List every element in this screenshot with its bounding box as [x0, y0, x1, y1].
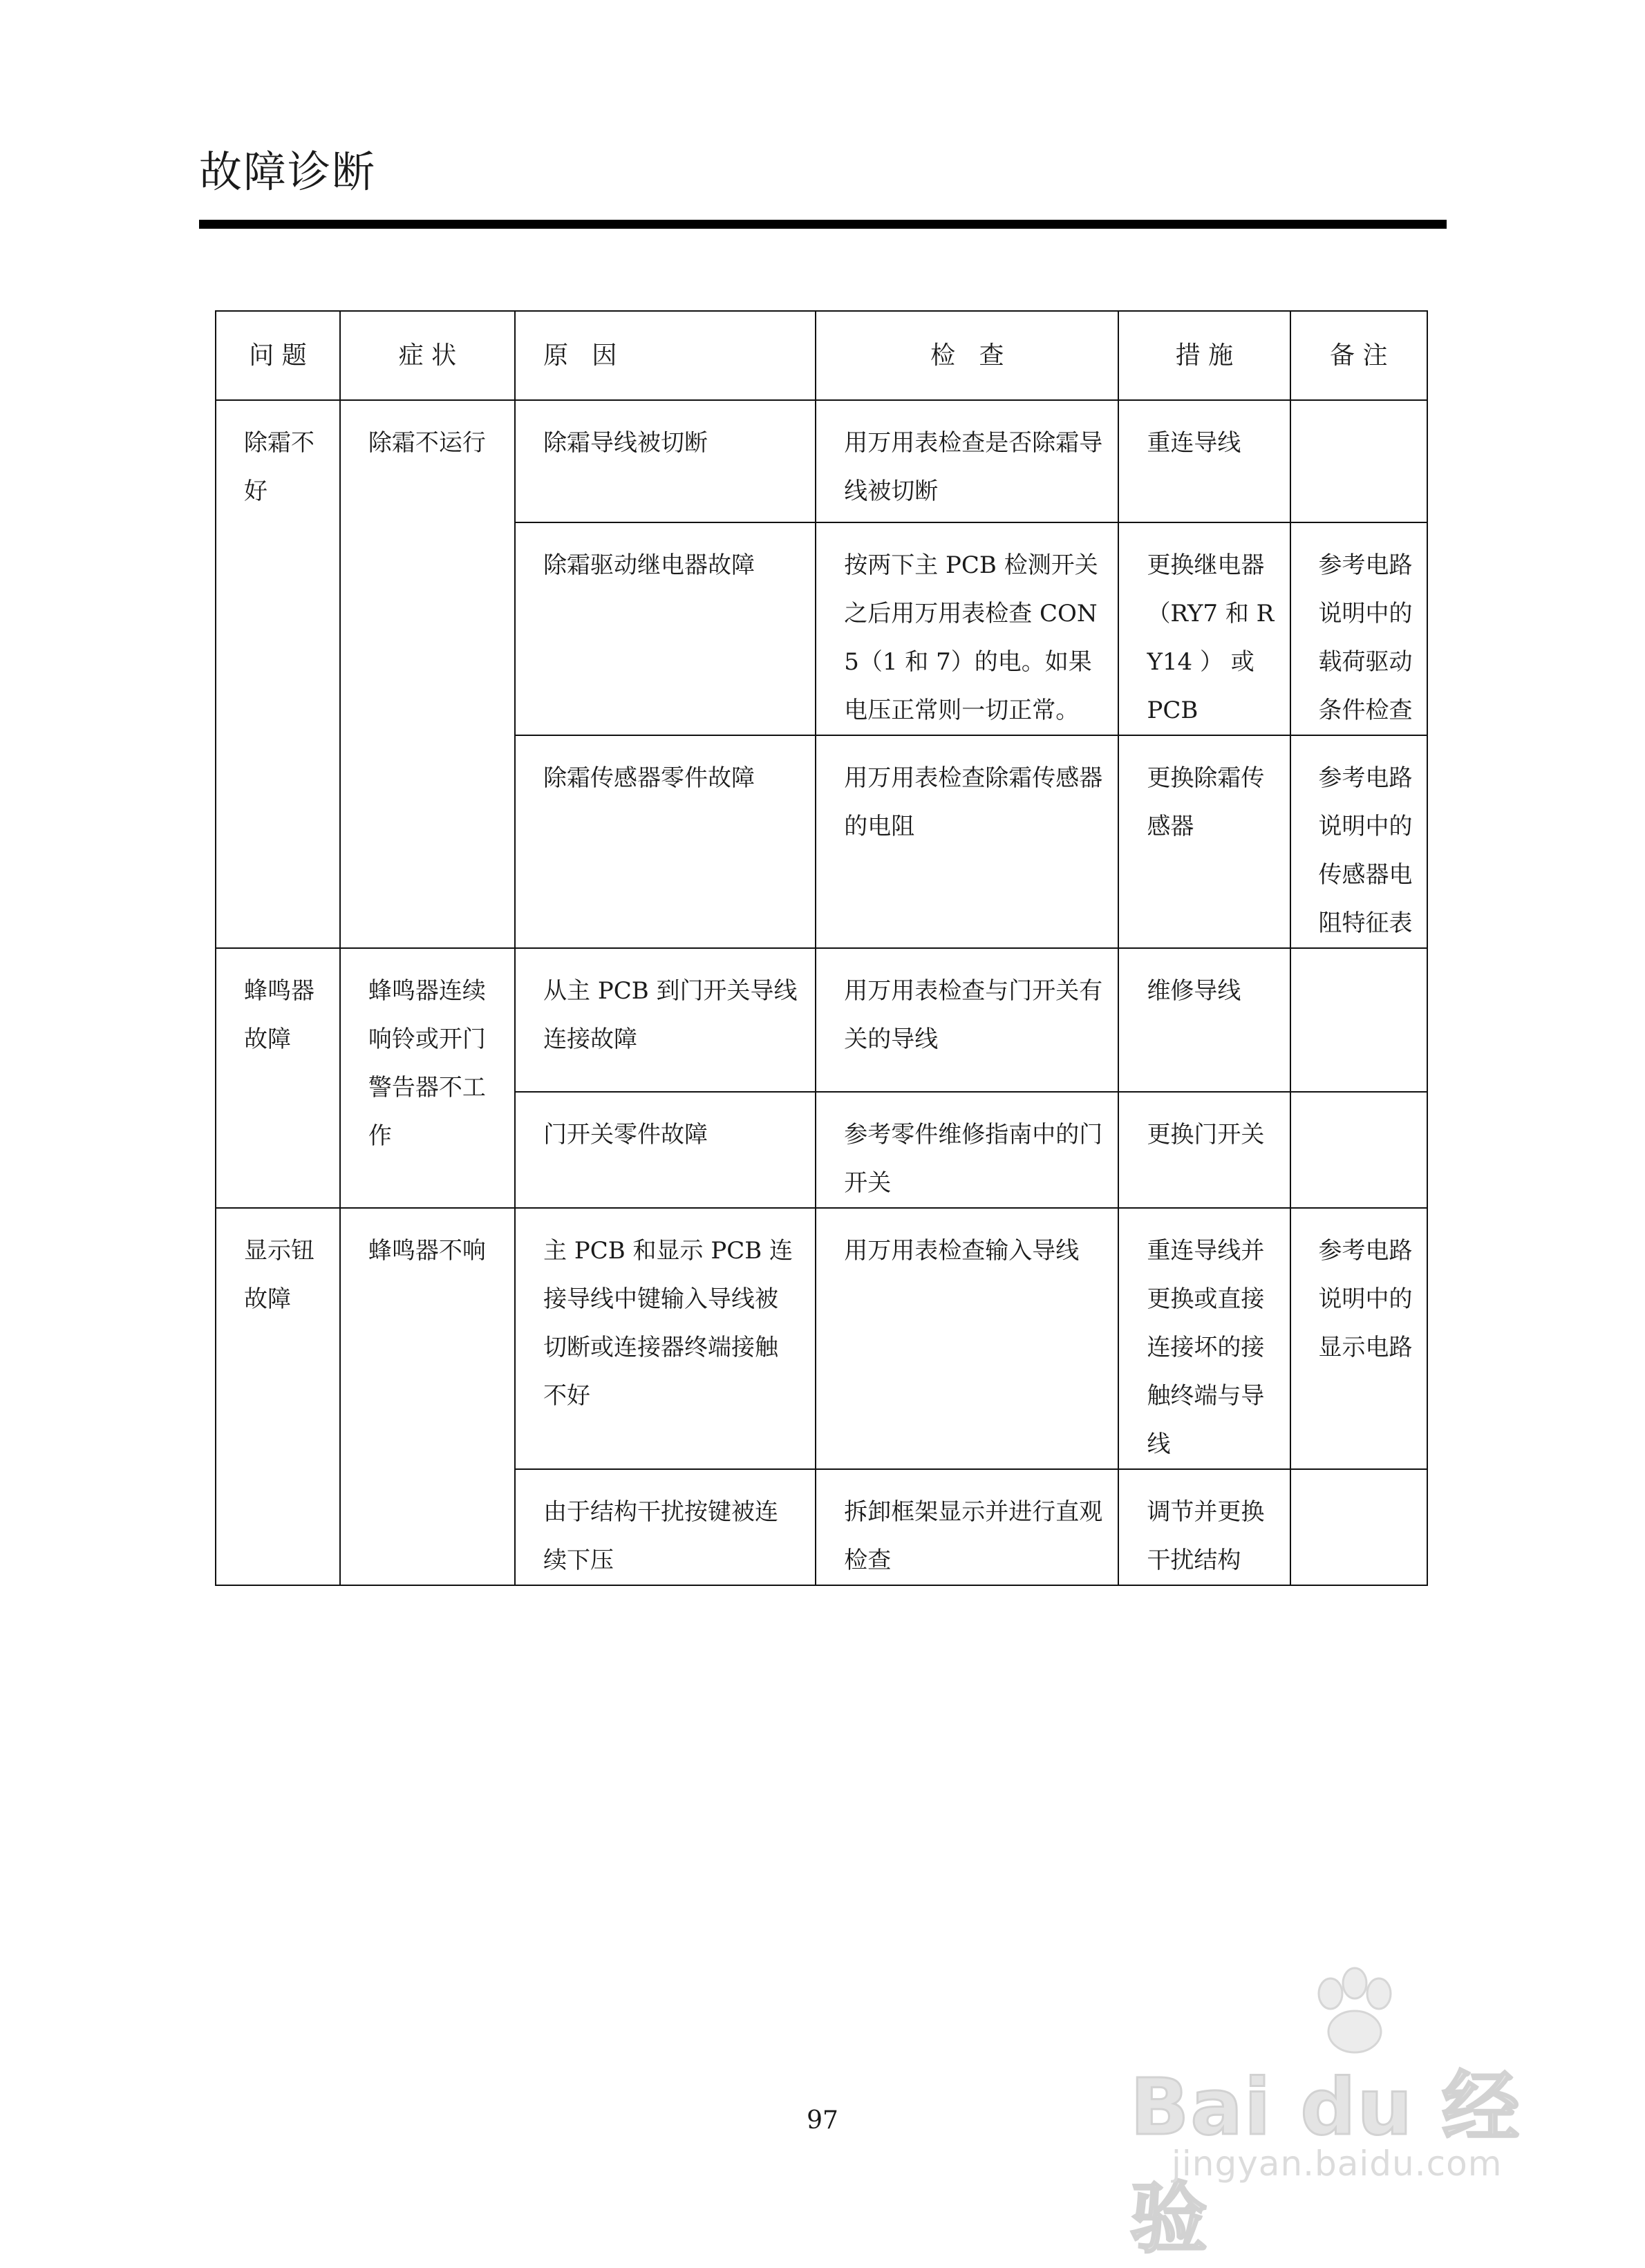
symptom-cell: 蜂鸣器连续响铃或开门警告器不工作	[340, 948, 515, 1208]
check-cell: 用万用表检查输入导线	[816, 1208, 1118, 1469]
action-cell: 更换门开关	[1118, 1092, 1290, 1208]
action-cell: 更换继电器（RY7 和 RY14 ） 或 PCB	[1118, 522, 1290, 735]
header-note: 备 注	[1290, 311, 1428, 400]
table-row	[216, 400, 1427, 522]
table-row	[216, 1208, 1427, 1469]
action-cell: 维修导线	[1118, 948, 1290, 1092]
symptom-cell: 除霜不运行	[340, 400, 515, 948]
note-cell	[1290, 1469, 1428, 1585]
note-cell	[1290, 1092, 1428, 1208]
cause-cell: 从主 PCB 到门开关导线连接故障	[515, 948, 816, 1092]
page-number: 97	[807, 2106, 838, 2135]
diagnosis-table	[215, 310, 1428, 1586]
action-cell: 更换除霜传感器	[1118, 735, 1290, 948]
check-cell: 拆卸框架显示并进行直观检查	[816, 1469, 1118, 1585]
note-cell	[1290, 948, 1428, 1092]
check-cell: 参考零件维修指南中的门开关	[816, 1092, 1118, 1208]
cause-cell: 门开关零件故障	[515, 1092, 816, 1208]
note-cell: 参考电路说明中的显示电路	[1290, 1208, 1428, 1469]
header-action: 措 施	[1118, 311, 1290, 400]
page-title: 故障诊断	[199, 147, 377, 197]
check-cell: 按两下主 PCB 检测开关之后用万用表检查 CON5（1 和 7）的电。如果电压正常则一切正常。	[816, 522, 1118, 735]
header-cause: 原 因	[515, 311, 816, 400]
problem-cell: 蜂鸣器故障	[216, 948, 340, 1208]
action-cell: 重连导线并更换或直接连接坏的接触终端与导线	[1118, 1208, 1290, 1469]
note-cell: 参考电路说明中的传感器电阻特征表	[1290, 735, 1428, 948]
symptom-cell: 蜂鸣器不响	[340, 1208, 515, 1585]
note-cell	[1290, 400, 1428, 522]
title-rule	[199, 220, 1447, 229]
check-cell: 用万用表检查除霜传感器的电阻	[816, 735, 1118, 948]
watermark-logo: Bai du 经验	[1130, 2063, 1521, 2264]
action-cell: 调节并更换干扰结构	[1118, 1469, 1290, 1585]
header-problem: 问 题	[216, 311, 340, 400]
table-row	[216, 948, 1427, 1092]
cause-cell: 除霜驱动继电器故障	[515, 522, 816, 735]
watermark-url: jingyan.baidu.com	[1172, 2144, 1503, 2184]
check-cell: 用万用表检查是否除霜导线被切断	[816, 400, 1118, 522]
paw-icon	[1303, 1963, 1407, 2059]
baidu-watermark	[1130, 1963, 1562, 2264]
cause-cell: 除霜导线被切断	[515, 400, 816, 522]
header-check: 检 查	[816, 311, 1118, 400]
check-cell: 用万用表检查与门开关有关的导线	[816, 948, 1118, 1092]
action-cell: 重连导线	[1118, 400, 1290, 522]
cause-cell: 主 PCB 和显示 PCB 连接导线中键输入导线被切断或连接器终端接触不好	[515, 1208, 816, 1469]
cause-cell: 除霜传感器零件故障	[515, 735, 816, 948]
note-cell: 参考电路说明中的载荷驱动条件检查	[1290, 522, 1428, 735]
cause-cell: 由于结构干扰按键被连续下压	[515, 1469, 816, 1585]
problem-cell: 除霜不好	[216, 400, 340, 948]
problem-cell: 显示钮故障	[216, 1208, 340, 1585]
header-symptom: 症 状	[340, 311, 515, 400]
table-header-row	[216, 311, 1427, 400]
